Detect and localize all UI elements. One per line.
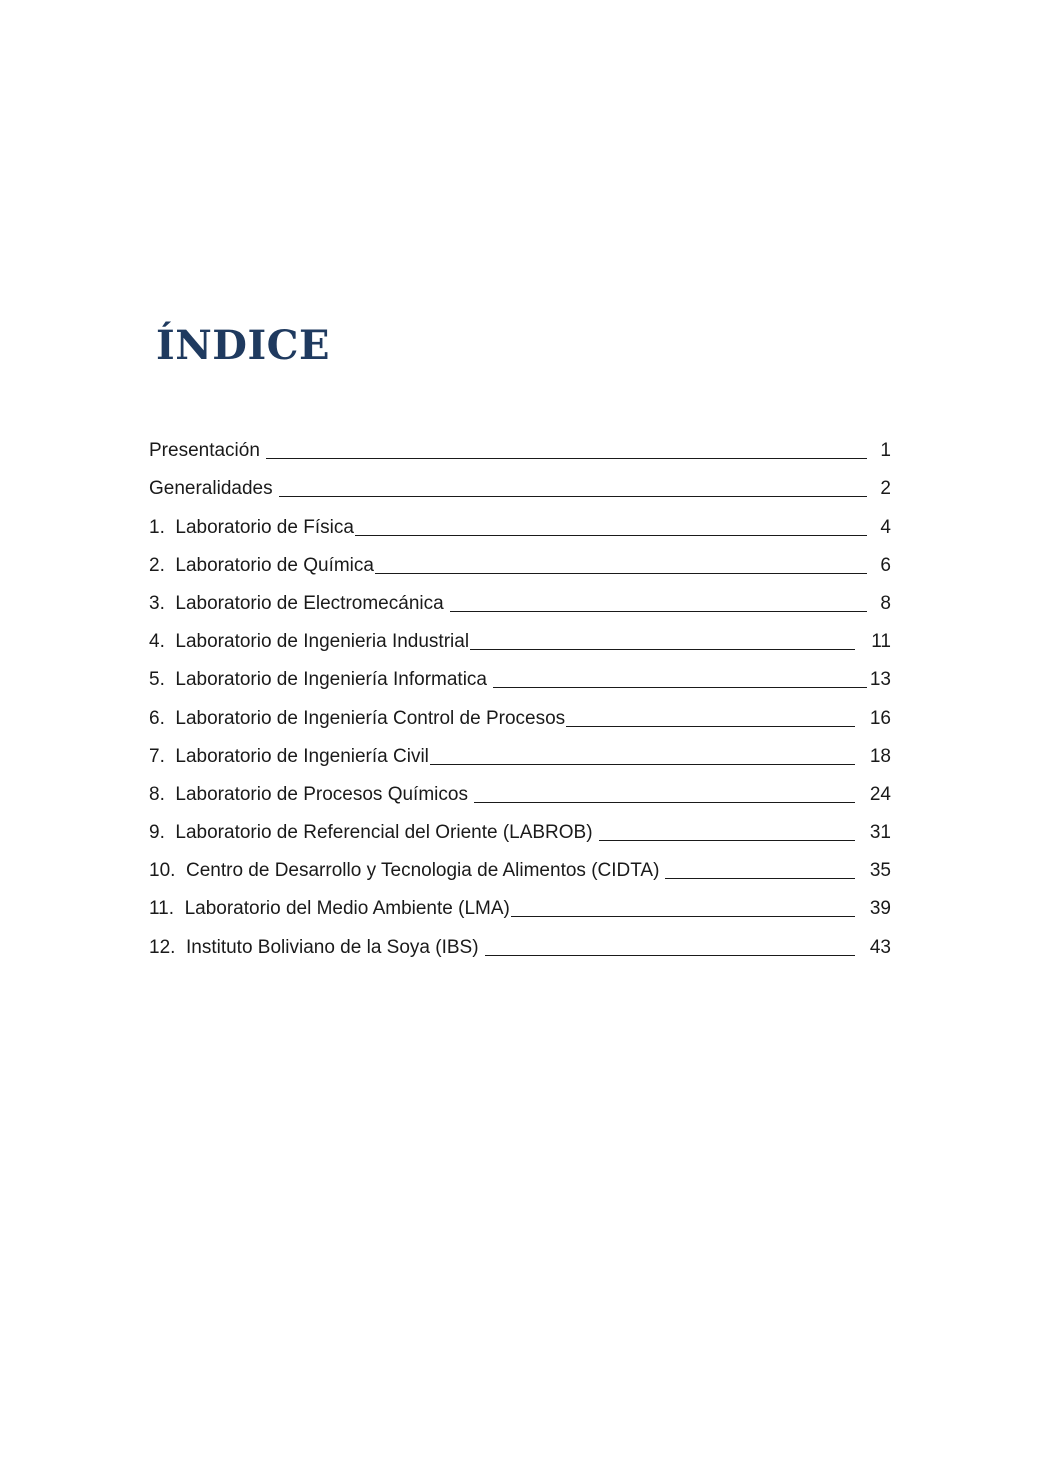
toc-entry-page: 4 (880, 516, 891, 538)
toc-entry-number: 9. (149, 822, 176, 844)
toc-entry-number: 12. (149, 936, 186, 958)
toc-leader-line (266, 458, 867, 459)
toc-entry-label: Laboratorio de Ingenieria Industrial (175, 631, 470, 653)
toc-leader-line (599, 840, 855, 841)
toc-entry-page: 8 (880, 592, 891, 614)
table-of-contents (149, 424, 891, 959)
toc-entry-page: 6 (880, 554, 891, 576)
toc-entry-number: 6. (149, 707, 176, 729)
toc-entry-label: Laboratorio de Física (175, 516, 354, 538)
toc-entry-label: Generalidades (149, 478, 273, 500)
toc-leader-line (450, 611, 867, 612)
toc-entry-label: Laboratorio de Ingeniería Informatica (175, 669, 487, 691)
toc-entry-label: Centro de Desarrollo y Tecnologia de Alimentos (CIDTA) (185, 860, 660, 882)
toc-entry-1[interactable] (149, 500, 891, 538)
toc-entry-number: 11. (149, 898, 185, 920)
toc-entry-page: 2 (880, 478, 891, 500)
toc-entry-page: 16 (869, 707, 891, 729)
toc-entry-number: 10. (149, 860, 186, 882)
toc-entry-page: 43 (869, 936, 891, 958)
toc-entry-page: 18 (869, 745, 891, 767)
toc-entry-page: 39 (869, 898, 891, 920)
toc-leader-line (665, 878, 855, 879)
toc-leader-line (474, 802, 855, 803)
toc-entry-12[interactable] (149, 920, 891, 958)
toc-entry-label: Laboratorio de Química (175, 554, 374, 576)
toc-leader-line (430, 764, 855, 765)
toc-entry-5[interactable] (149, 653, 891, 691)
toc-leader-line (566, 726, 855, 727)
toc-entry-page: 24 (869, 783, 891, 805)
toc-leader-line (470, 649, 855, 650)
toc-entry-9[interactable] (149, 806, 891, 844)
toc-entry-label: Laboratorio del Medio Ambiente (LMA) (184, 898, 510, 920)
toc-leader-line (355, 535, 867, 536)
toc-entry-4[interactable] (149, 615, 891, 653)
toc-entry-label: Laboratorio de Electromecánica (175, 592, 444, 614)
toc-entry-label: Laboratorio de Procesos Químicos (175, 783, 468, 805)
toc-entry-number: 2. (149, 554, 176, 576)
toc-entry-page: 31 (869, 822, 891, 844)
toc-leader-line (375, 573, 867, 574)
toc-entry-number: 7. (149, 745, 176, 767)
toc-entry-11[interactable] (149, 882, 891, 920)
toc-leader-line (279, 496, 867, 497)
toc-entry-label: Presentación (149, 440, 260, 462)
toc-entry-6[interactable] (149, 691, 891, 729)
toc-entry-number: 3. (149, 592, 176, 614)
toc-entry-presentacion[interactable] (149, 424, 891, 462)
toc-entry-generalidades[interactable] (149, 462, 891, 500)
toc-entry-label: Laboratorio de Ingeniería Control de Procesos (175, 707, 566, 729)
toc-entry-page: 13 (869, 669, 891, 691)
toc-entry-number: 1. (149, 516, 176, 538)
toc-entry-7[interactable] (149, 730, 891, 768)
toc-entry-label: Instituto Boliviano de la Soya (IBS) (185, 936, 479, 958)
toc-entry-2[interactable] (149, 539, 891, 577)
page-title: ÍNDICE (156, 322, 330, 369)
toc-entry-number: 4. (149, 631, 176, 653)
toc-entry-number: 5. (149, 669, 176, 691)
toc-leader-line (511, 916, 855, 917)
toc-entry-page: 35 (869, 860, 891, 882)
toc-entry-page: 11 (871, 631, 891, 653)
toc-entry-number: 8. (149, 783, 176, 805)
toc-entry-3[interactable] (149, 577, 891, 615)
toc-entry-8[interactable] (149, 768, 891, 806)
toc-entry-page: 1 (880, 440, 891, 462)
toc-leader-line (493, 687, 867, 688)
toc-entry-label: Laboratorio de Ingeniería Civil (175, 745, 429, 767)
toc-entry-label: Laboratorio de Referencial del Oriente (LABROB) (175, 822, 593, 844)
toc-leader-line (485, 955, 855, 956)
toc-entry-10[interactable] (149, 844, 891, 882)
